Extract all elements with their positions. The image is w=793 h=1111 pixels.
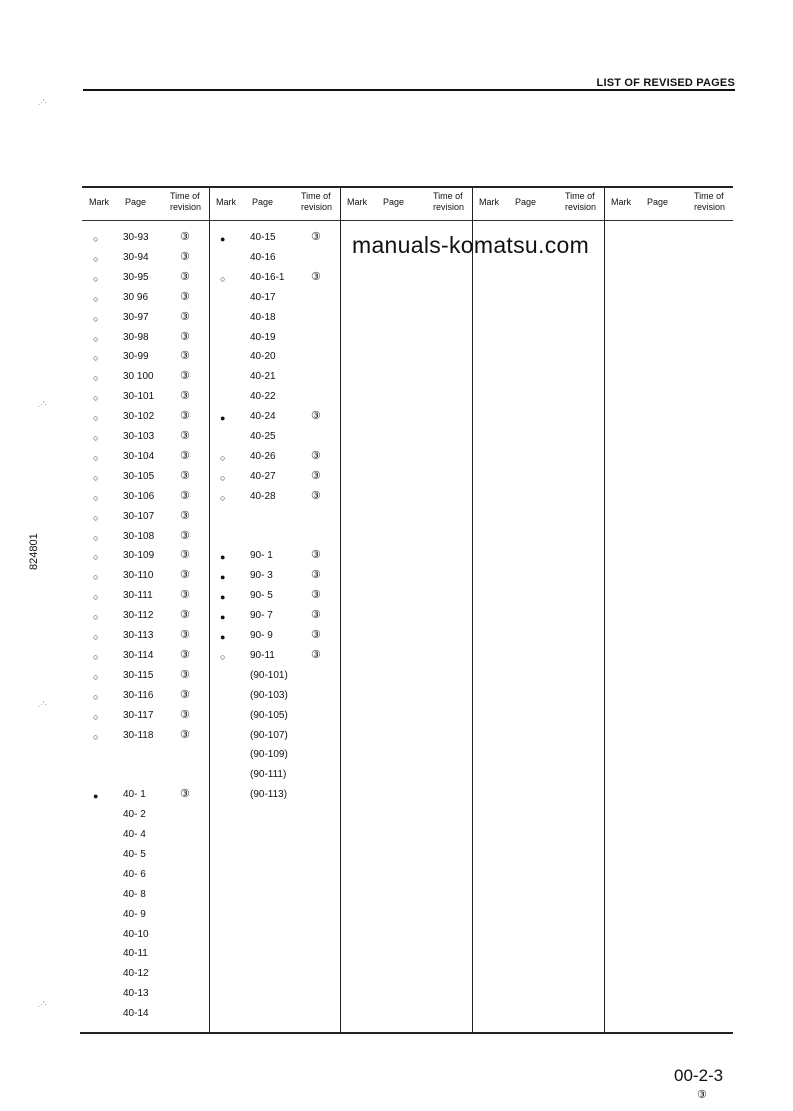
watermark: manuals-komatsu.com — [352, 232, 590, 258]
page-number-cell: (90-111) — [250, 769, 287, 781]
revision-number-cell: ③ — [180, 231, 190, 243]
page-number-cell: 30-110 — [123, 570, 154, 582]
revision-number-cell: ③ — [180, 290, 190, 303]
filled-mark-icon: ● — [220, 413, 226, 424]
page-number-cell: 90- 5 — [250, 590, 273, 602]
page-number-cell: (90-103) — [250, 689, 288, 701]
page-number-cell: 90- 1 — [250, 550, 273, 562]
revision-number-cell: ③ — [180, 648, 190, 661]
revision-number-cell: ③ — [180, 529, 190, 542]
page-number-cell: 30-111 — [123, 590, 153, 602]
page-number-cell: 90- 7 — [250, 610, 273, 622]
open-mark-icon: ○ — [93, 293, 99, 304]
open-mark-icon: ○ — [93, 373, 99, 384]
page-number-cell: 90- 9 — [250, 630, 273, 641]
page-number-cell: 40- 9 — [123, 908, 146, 920]
page-number-cell: 30-113 — [123, 630, 154, 641]
header-revision: revision — [170, 202, 202, 212]
column-divider — [340, 187, 341, 1033]
page-number-cell: 40-13 — [123, 988, 149, 1000]
open-mark-icon: ○ — [93, 572, 99, 583]
header-page: Page — [383, 197, 405, 207]
page-number-cell: 40-24 — [250, 411, 276, 423]
page-number-cell: 30-109 — [123, 550, 155, 562]
filled-mark-icon: ● — [93, 791, 99, 802]
page-number-cell: 30-104 — [123, 450, 155, 462]
filled-mark-icon: ● — [220, 632, 226, 642]
page-number-cell: 30-112 — [123, 610, 154, 622]
open-mark-icon: ○ — [93, 532, 99, 543]
revision-number-cell: ③ — [180, 629, 190, 641]
revision-number-cell: ③ — [180, 489, 190, 502]
page-number-cell: 30-107 — [123, 510, 155, 522]
page-number-cell: (90-113) — [250, 789, 288, 801]
page-number-cell: (90-101) — [250, 669, 288, 681]
revision-number-cell: ③ — [180, 668, 190, 681]
page-number-cell: 30 100 — [123, 371, 154, 383]
revision-number-cell: ③ — [180, 549, 190, 562]
header-revision: revision — [565, 202, 597, 212]
punch-mark: .·'· — [38, 98, 48, 107]
header-time: Time of — [565, 191, 595, 201]
page-number-cell: 30-98 — [123, 331, 149, 343]
page-number-cell: 30-93 — [123, 232, 149, 243]
page-number-cell: 40- 6 — [123, 868, 146, 880]
column-divider — [604, 187, 605, 1033]
header-mark: Mark — [479, 197, 499, 207]
filled-mark-icon: ● — [220, 234, 226, 244]
page-number-cell: 40- 4 — [123, 829, 146, 840]
revision-number-cell: ③ — [311, 648, 321, 661]
page-number-cell: 40-27 — [250, 470, 276, 482]
revision-number-cell: ③ — [180, 728, 190, 741]
header-mark: Mark — [611, 197, 631, 207]
page-number-cell: 40-19 — [250, 331, 276, 343]
filled-mark-icon: ● — [220, 592, 226, 603]
open-mark-icon: ○ — [93, 671, 99, 682]
revision-number-cell: ③ — [180, 350, 190, 363]
page-number-cell: 40-17 — [250, 291, 276, 303]
page-number-cell: 30-106 — [123, 490, 155, 502]
page-number-cell: 40- 5 — [123, 848, 146, 860]
page-number-cell: 30-105 — [123, 470, 155, 482]
revision-number-cell: ③ — [180, 310, 190, 323]
table-header-rule — [82, 220, 733, 221]
page-revision-mark: ③ — [697, 1089, 707, 1101]
page-number-cell: 40-16 — [250, 251, 276, 263]
open-mark-icon: ○ — [93, 333, 99, 344]
punch-mark: .·'· — [38, 700, 48, 709]
page-number-cell: 40- 8 — [123, 888, 146, 900]
page-number-cell: 40-22 — [250, 391, 276, 403]
page-number-cell: 30 96 — [123, 291, 149, 303]
open-mark-icon: ○ — [93, 632, 99, 642]
open-mark-icon: ○ — [93, 731, 99, 742]
open-mark-icon: ○ — [93, 472, 99, 483]
open-mark-icon: ○ — [220, 472, 226, 483]
open-mark-icon: ○ — [93, 413, 99, 424]
page-number-cell: 40-25 — [250, 431, 276, 442]
page-number-cell: 40-16-1 — [250, 271, 285, 283]
revision-number-cell: ③ — [180, 270, 190, 283]
header-time: Time of — [694, 191, 724, 201]
revision-number-cell: ③ — [180, 449, 190, 462]
revision-number-cell: ③ — [180, 708, 190, 721]
header-mark: Mark — [347, 197, 367, 207]
page-number-cell: 30-95 — [123, 271, 149, 283]
revision-number-cell: ③ — [180, 569, 190, 582]
column-divider — [209, 187, 210, 1033]
page-number-cell: 30-97 — [123, 311, 149, 323]
revision-number-cell: ③ — [180, 410, 190, 423]
open-mark-icon: ○ — [93, 552, 99, 563]
page-number-cell: (90-109) — [250, 749, 288, 761]
open-mark-icon: ○ — [220, 273, 226, 284]
revision-number-cell: ③ — [180, 509, 190, 522]
open-mark-icon: ○ — [93, 492, 99, 503]
filled-mark-icon: ● — [220, 612, 226, 623]
revision-number-cell: ③ — [180, 609, 190, 622]
header-time: Time of — [170, 191, 200, 201]
open-mark-icon: ○ — [93, 433, 99, 443]
open-mark-icon: ○ — [93, 234, 99, 244]
revision-number-cell: ③ — [180, 589, 190, 602]
page-title: LIST OF REVISED PAGES — [596, 77, 735, 89]
open-mark-icon: ○ — [93, 353, 99, 364]
revision-number-cell: ③ — [311, 410, 321, 423]
revision-number-cell: ③ — [180, 788, 190, 801]
page-number-cell: 40- 1 — [123, 789, 146, 801]
page-number-cell: 40-14 — [123, 1008, 149, 1020]
page-number-cell: 40-20 — [250, 351, 276, 363]
page-number-cell: 30-102 — [123, 411, 155, 423]
open-mark-icon: ○ — [220, 651, 226, 662]
filled-mark-icon: ● — [220, 552, 226, 563]
table-top-rule — [82, 186, 733, 188]
page-number-cell: 30-103 — [123, 431, 155, 442]
page-number-cell: 30-99 — [123, 351, 149, 363]
open-mark-icon: ○ — [93, 691, 99, 702]
page-number-cell: 30-118 — [123, 729, 154, 741]
page-number-cell: 40-12 — [123, 968, 149, 980]
page-number-cell: 40-28 — [250, 490, 276, 502]
revision-number-cell: ③ — [311, 629, 321, 641]
revision-number-cell: ③ — [180, 370, 190, 383]
filled-mark-icon: ● — [220, 572, 226, 583]
page-number-cell: 30-114 — [123, 649, 154, 661]
page-number-cell: 90-11 — [250, 649, 275, 661]
header-rule — [83, 89, 735, 91]
revision-number-cell: ③ — [311, 489, 321, 502]
page-number-cell: 30-117 — [123, 709, 154, 721]
header-page: Page — [647, 197, 669, 207]
page-number-cell: (90-105) — [250, 709, 288, 721]
open-mark-icon: ○ — [93, 313, 99, 324]
revision-number-cell: ③ — [311, 270, 321, 283]
open-mark-icon: ○ — [93, 393, 99, 404]
open-mark-icon: ○ — [220, 492, 226, 503]
header-time: Time of — [301, 191, 331, 201]
page-number-cell: 40-26 — [250, 450, 276, 462]
revision-number-cell: ③ — [311, 609, 321, 622]
revision-number-cell: ③ — [311, 549, 321, 562]
revision-number-cell: ③ — [180, 430, 190, 442]
header-revision: revision — [433, 202, 465, 212]
revision-number-cell: ③ — [180, 469, 190, 482]
open-mark-icon: ○ — [93, 452, 99, 463]
open-mark-icon: ○ — [220, 452, 226, 463]
header-page: Page — [515, 197, 537, 207]
page-number-cell: 30-101 — [123, 391, 155, 403]
header-mark: Mark — [216, 197, 236, 207]
revision-number-cell: ③ — [180, 330, 190, 343]
header-revision: revision — [694, 202, 726, 212]
open-mark-icon: ○ — [93, 651, 99, 662]
revision-number-cell: ③ — [311, 569, 321, 582]
page-number-cell: 30-108 — [123, 530, 155, 542]
header-mark: Mark — [89, 197, 109, 207]
open-mark-icon: ○ — [93, 612, 99, 623]
revision-number-cell: ③ — [180, 688, 190, 701]
open-mark-icon: ○ — [93, 592, 99, 603]
revision-number-cell: ③ — [180, 390, 190, 403]
page-number-cell: 40-21 — [250, 371, 276, 383]
page-number-cell: 40-18 — [250, 311, 276, 323]
column-divider — [472, 187, 473, 1033]
table-bottom-rule — [80, 1032, 733, 1034]
revision-number-cell: ③ — [311, 469, 321, 482]
page-number-cell: 40-10 — [123, 928, 149, 940]
punch-mark: .·'· — [38, 1000, 48, 1009]
open-mark-icon: ○ — [93, 253, 99, 264]
revision-number-cell: ③ — [180, 250, 190, 263]
page-number-cell: 40-15 — [250, 232, 276, 243]
header-page: Page — [252, 197, 274, 207]
page-number-cell: 40-11 — [123, 948, 148, 960]
revision-number-cell: ③ — [311, 449, 321, 462]
open-mark-icon: ○ — [93, 711, 99, 722]
open-mark-icon: ○ — [93, 512, 99, 523]
header-revision: revision — [301, 202, 333, 212]
revision-number-cell: ③ — [311, 231, 321, 243]
side-code: 824801 — [28, 533, 40, 570]
page-number: 00-2-3 — [674, 1066, 724, 1085]
header-page: Page — [125, 197, 147, 207]
page-number-cell: 90- 3 — [250, 570, 273, 582]
page-number-cell: 30-94 — [123, 251, 149, 263]
punch-mark: .·'· — [38, 400, 48, 409]
open-mark-icon: ○ — [93, 273, 99, 284]
revision-number-cell: ③ — [311, 589, 321, 602]
header-time: Time of — [433, 191, 463, 201]
page-number-cell: 30-115 — [123, 669, 154, 681]
page-number-cell: 40- 2 — [123, 809, 146, 821]
page-number-cell: 30-116 — [123, 689, 154, 701]
page-number-cell: (90-107) — [250, 729, 288, 741]
